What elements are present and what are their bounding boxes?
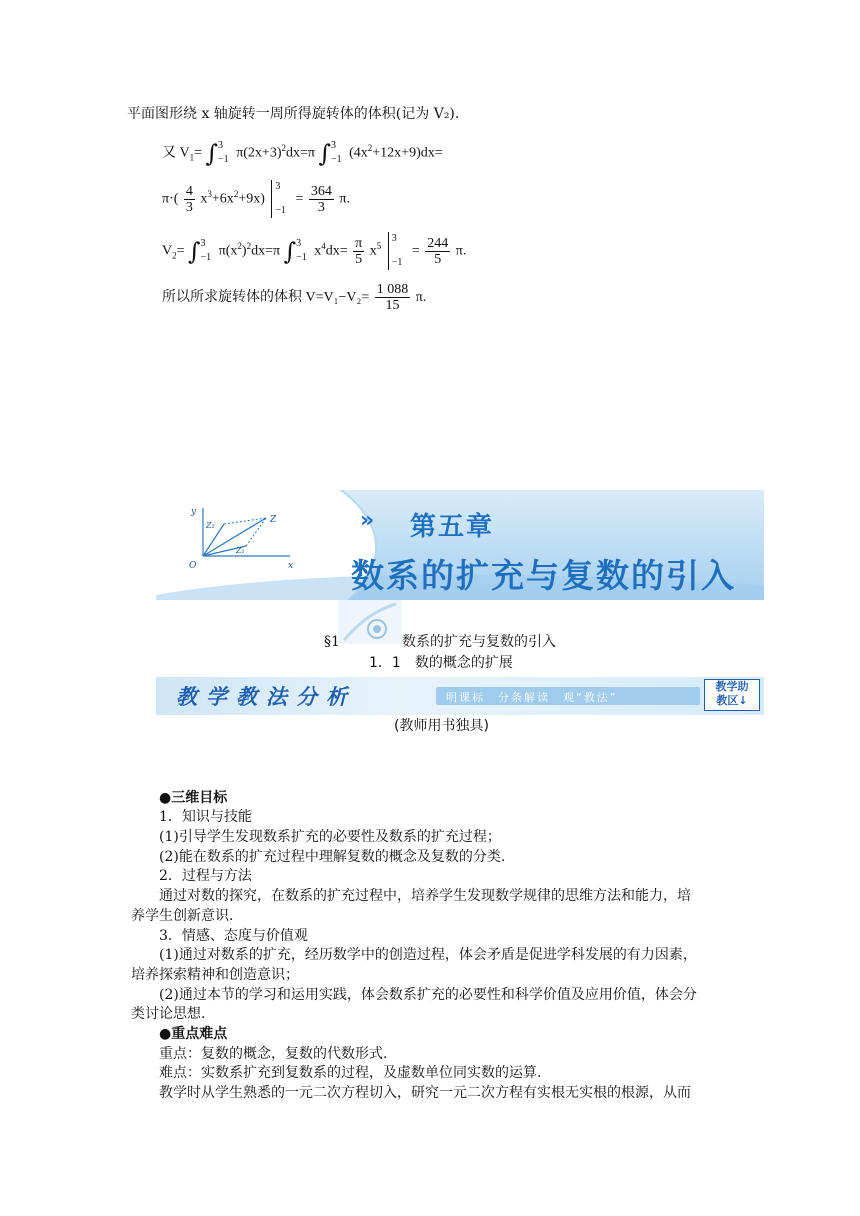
section-number: §1 — [324, 634, 340, 650]
svg-text:O: O — [189, 561, 197, 571]
chevron-double-icon: » — [360, 508, 375, 533]
complex-plane-diagram — [186, 504, 296, 574]
svg-text:Z₁: Z₁ — [236, 546, 245, 555]
intro-line: 平面图形绕 x 轴旋转一周所得旋转体的体积(记为 V₂). — [127, 106, 460, 122]
teaching-area-button[interactable]: 教学助 教区↓ — [704, 679, 760, 711]
band-title: 教学教法分析 — [176, 684, 356, 709]
content-line: 难点：实数系扩充到复数系的过程，及虚数单位同实数的运算. — [159, 1065, 542, 1081]
section-title: 数系的扩充与复数的引入 — [402, 634, 556, 650]
content-line: (2)通过本节的学习和运用实践，体会数系扩充的必要性和科学价值及应用价值，体会分 — [159, 987, 697, 1003]
content-line: (2)能在数系的扩充过程中理解复数的概念及复数的分类. — [159, 849, 506, 865]
chapter-banner — [156, 490, 764, 600]
svg-text:x: x — [288, 561, 294, 571]
svg-text:y: y — [191, 507, 197, 517]
chapter-label: 第五章 — [410, 512, 495, 542]
content-line: 3．情感、态度与价值观 — [159, 928, 308, 944]
formula-line-3: $V_2= \int 3$ −1 $\pi(x^2)^2dx=\pi$ ∫3 −1 $x^4dx=$ $\frac{\pi}{5}$ $x^5$ 3 −1 = $\frac{244}{5}$ π. — [162, 233, 467, 269]
subsection-title: 1．1 数的概念的扩展 — [369, 655, 513, 671]
key-points-heading: ●重点难点 — [159, 1026, 228, 1042]
content-line: (1)引导学生发现数系扩充的必要性及数系的扩充过程； — [159, 829, 501, 845]
content-line: 养学生创新意识. — [131, 908, 234, 924]
content-line: 重点：复数的概念，复数的代数形式. — [159, 1046, 388, 1062]
content-line: 2．过程与方法 — [159, 868, 252, 884]
content-line: 教学时从学生熟悉的一元二次方程切入，研究一元二次方程有实根无实根的根源，从而 — [159, 1085, 691, 1101]
goals-heading: ●三维目标 — [159, 790, 228, 806]
band-tagline-bar — [436, 687, 700, 705]
chapter-title: 数系的扩充与复数的引入 — [351, 556, 736, 595]
content-line: 通过对数的探究，在数系的扩充过程中，培养学生发现数学规律的思维方法和能力，培 — [159, 888, 691, 904]
content-line: 类讨论思想. — [131, 1006, 206, 1022]
content-line: (1)通过对数系的扩充，经历数学中的创造过程，体会矛盾是促进学科发展的有力因素， — [159, 947, 697, 963]
teaching-band — [156, 677, 764, 715]
content-line: 培养探索精神和创造意识； — [131, 967, 299, 983]
svg-text:Z₂: Z₂ — [206, 521, 215, 530]
teacher-note: (教师用书独具) — [394, 718, 489, 734]
content-line: 1．知识与技能 — [159, 809, 252, 825]
formula-line-4: 所以所求旋转体的体积 V=V₁−V₂= $\frac{1 088}{15}$ π. — [162, 282, 427, 314]
svg-text:Z: Z — [270, 515, 277, 525]
formula-line-1: 又 $V_1= \int 3$ −1 $\pi(2x+3)^2dx=\pi$ ∫3 −1 $(4x^2+12x+9)dx=$ — [162, 139, 443, 168]
band-tagline: 明课标 分条解读 观“教法” — [446, 691, 618, 704]
formula-line-2: π·( $\frac{4}{3}$ $x^3+6x^2+9x$) 3 −1 = $\frac{364}{3}$ π. — [162, 181, 350, 217]
decorative-swoosh-icon — [338, 600, 402, 644]
